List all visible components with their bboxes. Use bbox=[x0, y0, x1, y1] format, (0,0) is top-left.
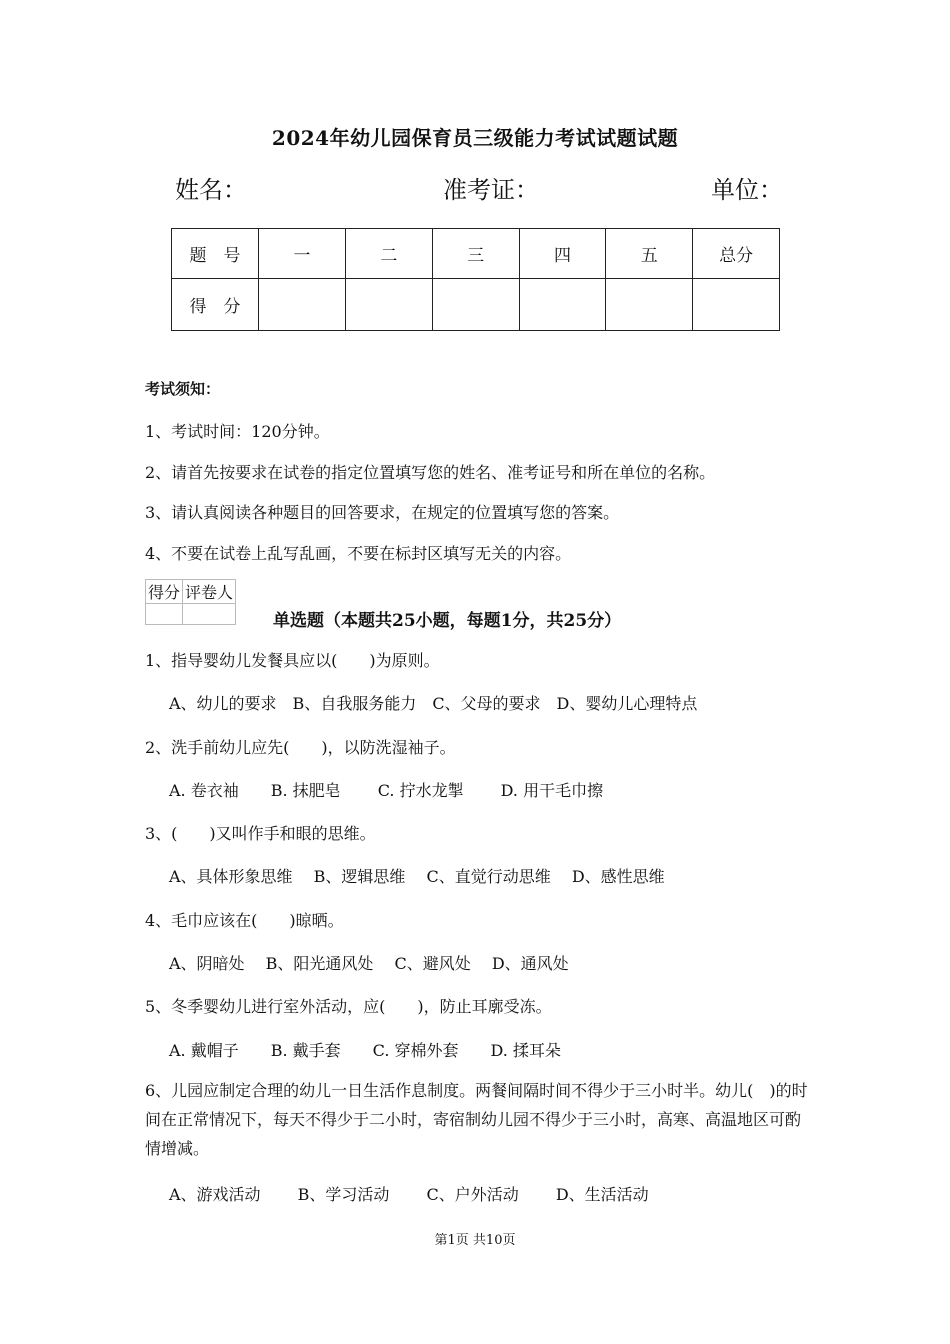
question-options: A、阴暗处 B、阳光通风处 C、避风处 D、通风处 bbox=[169, 954, 569, 973]
grader-score-label: 得分 bbox=[146, 580, 183, 604]
page-title: 2024年幼儿园保育员三级能力考试试题试题 bbox=[271, 126, 679, 150]
score-table-header-cell: 一 bbox=[259, 229, 346, 279]
question-stem: 3、( )又叫作手和眼的思维。 bbox=[145, 824, 376, 843]
name-field-label: 姓名： bbox=[175, 176, 247, 204]
exam-number-field-label: 准考证： bbox=[443, 176, 539, 204]
score-table-score-row bbox=[172, 279, 780, 331]
grader-score-cell bbox=[146, 604, 183, 625]
question-options: A. 卷衣袖 B. 抹肥皂 C. 拧水龙掣 D. 用干毛巾擦 bbox=[169, 781, 604, 800]
score-table-header-cell: 二 bbox=[345, 229, 432, 279]
score-table-header-cell: 总分 bbox=[693, 229, 780, 279]
score-cell bbox=[606, 279, 693, 331]
score-cell bbox=[259, 279, 346, 331]
question-stem: 6、儿园应制定合理的幼儿一日生活作息制度。两餐间隔时间不得少于三小时半。幼儿( )的时间在正常情况下，每天不得少于二小时，寄宿制幼儿园不得少于三小时，高寒、高温地区可酌情增减。 bbox=[145, 1081, 808, 1158]
question-stem: 1、指导婴幼儿发餐具应以( )为原则。 bbox=[145, 651, 440, 670]
question-stem: 5、冬季婴幼儿进行室外活动，应( )，防止耳廓受冻。 bbox=[145, 997, 552, 1016]
score-table-header-cell: 题 号 bbox=[172, 229, 259, 279]
notice-item: 2、请首先按要求在试卷的指定位置填写您的姓名、准考证号和所在单位的名称。 bbox=[145, 463, 716, 482]
page-footer: 第1页 共10页 bbox=[434, 1233, 516, 1248]
score-cell bbox=[693, 279, 780, 331]
grader-box bbox=[145, 579, 236, 625]
grader-name-cell bbox=[183, 604, 236, 625]
section-title: 单选题（本题共25小题，每题1分，共25分） bbox=[273, 611, 622, 631]
unit-field-label: 单位： bbox=[711, 176, 783, 204]
question-stem: 4、毛巾应该在( )晾晒。 bbox=[145, 911, 344, 930]
score-table-row-label: 得 分 bbox=[172, 279, 259, 331]
score-table-header-cell: 三 bbox=[432, 229, 519, 279]
score-table bbox=[171, 228, 780, 331]
notice-item: 1、考试时间：120分钟。 bbox=[145, 422, 330, 441]
notice-heading: 考试须知： bbox=[145, 380, 221, 398]
score-cell bbox=[519, 279, 606, 331]
question-options: A. 戴帽子 B. 戴手套 C. 穿棉外套 D. 揉耳朵 bbox=[169, 1041, 561, 1060]
score-table-header-cell: 四 bbox=[519, 229, 606, 279]
notice-item: 4、不要在试卷上乱写乱画，不要在标封区填写无关的内容。 bbox=[145, 544, 572, 563]
score-cell bbox=[432, 279, 519, 331]
question-options: A、游戏活动 B、学习活动 C、户外活动 D、生活活动 bbox=[169, 1185, 649, 1204]
score-table-header-cell: 五 bbox=[606, 229, 693, 279]
question-options: A、具体形象思维 B、逻辑思维 C、直觉行动思维 D、感性思维 bbox=[169, 867, 665, 886]
question-stem: 2、洗手前幼儿应先( )，以防洗湿袖子。 bbox=[145, 738, 456, 757]
grader-name-label: 评卷人 bbox=[183, 580, 236, 604]
question-options: A、幼儿的要求 B、自我服务能力 C、父母的要求 D、婴幼儿心理特点 bbox=[169, 694, 698, 713]
notice-item: 3、请认真阅读各种题目的回答要求，在规定的位置填写您的答案。 bbox=[145, 503, 620, 522]
score-table-header-row bbox=[172, 229, 780, 279]
score-cell bbox=[345, 279, 432, 331]
